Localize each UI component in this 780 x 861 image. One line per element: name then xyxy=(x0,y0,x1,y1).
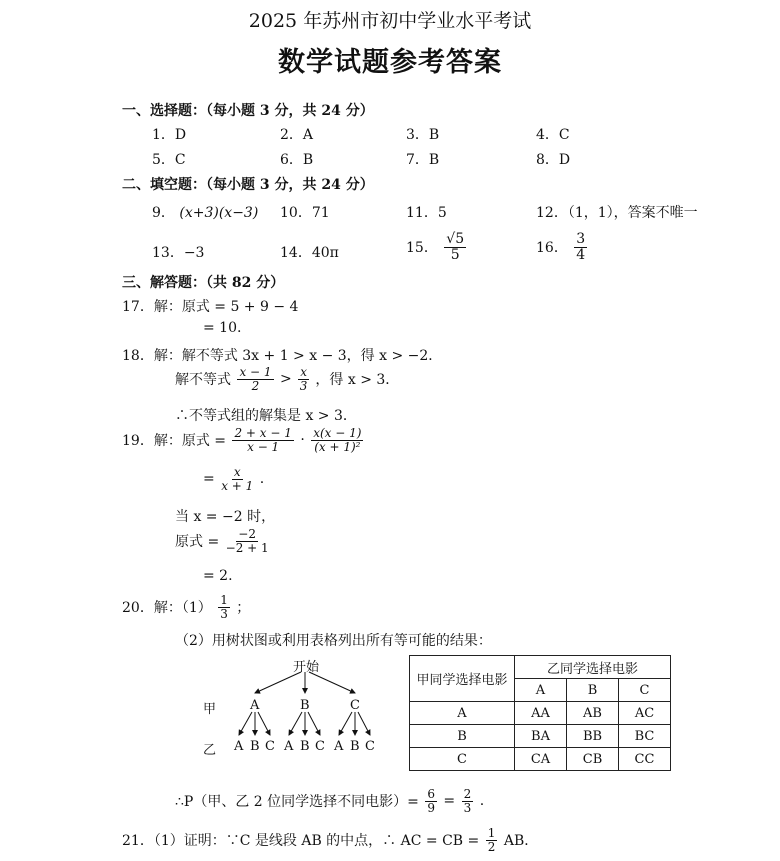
q21-fraction xyxy=(486,827,498,853)
fill-16 xyxy=(536,232,589,262)
fraction-numerator: x xyxy=(233,465,241,479)
fill-15-label: 15． xyxy=(406,240,438,257)
q20-fraction xyxy=(218,594,230,620)
answer-4: 4．C xyxy=(536,127,570,143)
table-corner-header: 甲同学选择电影 xyxy=(410,656,515,702)
q19-dot: · xyxy=(300,432,305,449)
q19-eq2: = xyxy=(203,471,215,488)
table-col-header: A xyxy=(515,679,567,702)
fill-16-fraction xyxy=(574,232,587,262)
fraction-numerator: x − 1 xyxy=(239,365,272,379)
fraction-denominator: 5 xyxy=(450,246,460,263)
table-row-label: A xyxy=(410,702,515,725)
q19-orig: 原式 = xyxy=(175,534,220,551)
q18-fraction-1 xyxy=(237,366,273,392)
q18-line1: 18．解：解不等式 3x + 1 > x − 3，得 x > −2． xyxy=(122,348,443,364)
answer-title: 数学试题参考答案 xyxy=(278,47,502,78)
tree-leaf: C xyxy=(315,739,325,754)
q19-line2 xyxy=(203,466,264,492)
q17-line1: 17．解：原式 = 5 + 9 − 4 xyxy=(122,299,299,315)
answer-8: 8．D xyxy=(536,152,571,168)
fraction-numerator: 2 + x − 1 xyxy=(234,426,292,440)
fill-13: 13．−3 xyxy=(152,245,205,261)
q19-line4 xyxy=(175,528,271,554)
fraction-denominator: (x + 1)² xyxy=(314,439,361,454)
q18-line2-pre: 解不等式 xyxy=(175,372,231,389)
tree-branches-level1 xyxy=(255,672,355,693)
fraction-denominator: 4 xyxy=(576,246,586,263)
exam-title: 2025 年苏州市初中学业水平考试 xyxy=(248,10,532,32)
q19-fraction-3 xyxy=(221,466,253,492)
table-cell: AA xyxy=(515,702,567,725)
table-cell: CC xyxy=(619,748,671,771)
fill-12: 12．（1，1），答案不唯一 xyxy=(536,205,698,221)
tree-leaf: A xyxy=(284,739,294,754)
q19-label: 19．解：原式 = xyxy=(122,433,226,450)
q19-line1 xyxy=(122,427,365,453)
fraction-numerator: −2 xyxy=(238,527,256,541)
fill-9-label: 9． xyxy=(152,205,175,221)
fill-15 xyxy=(406,232,468,262)
table-col-header: C xyxy=(619,679,671,702)
q20-prob-fraction-2 xyxy=(462,788,474,814)
q19-fraction-1 xyxy=(232,427,293,453)
fraction-numerator: 1 xyxy=(487,826,496,840)
table-col-header: B xyxy=(567,679,619,702)
q20-prob-post: . xyxy=(479,793,485,810)
q18-line2 xyxy=(175,366,399,392)
tree-leaf: C xyxy=(365,739,375,754)
table-row xyxy=(410,725,671,748)
table-cell: AC xyxy=(619,702,671,725)
tree-row2-label: 乙 xyxy=(203,743,217,758)
q20-probability xyxy=(175,788,484,814)
q19-result: = 2. xyxy=(203,568,233,584)
q21-pre: 21．（1）证明：∵C 是线段 AB 的中点，∴ AC = CB = xyxy=(122,833,480,850)
fill-11: 11．5 xyxy=(406,205,447,221)
table-cell: AB xyxy=(567,702,619,725)
fraction-denominator: x + 1 xyxy=(221,478,254,493)
outcome-table xyxy=(409,655,671,771)
q20-label: 20．解：（1） xyxy=(122,600,212,617)
tree-leaf: A xyxy=(334,739,344,754)
fraction-denominator: 9 xyxy=(427,800,435,815)
answer-7: 7．B xyxy=(406,152,440,168)
tree-root: 开始 xyxy=(293,660,320,675)
answer-5: 5．C xyxy=(152,152,186,168)
answer-2: 2．A xyxy=(280,127,314,143)
fraction-numerator: 3 xyxy=(576,231,586,247)
fill-16-label: 16． xyxy=(536,240,568,257)
q18-line3: ∴不等式组的解集是 x > 3． xyxy=(175,408,357,424)
tree-leaf: B xyxy=(250,739,260,754)
tree-leaf: B xyxy=(300,739,310,754)
q20-prob-pre: ∴P（甲、乙 2 位同学选择不同电影）= xyxy=(175,794,419,811)
fraction-numerator: x(x − 1) xyxy=(313,426,362,440)
table-row-label: B xyxy=(410,725,515,748)
q20-part2: （2）用树状图或利用表格列出所有等可能的结果： xyxy=(175,633,492,649)
table-row xyxy=(410,702,671,725)
q20-semicolon: ； xyxy=(236,600,251,617)
fraction-numerator: 6 xyxy=(427,787,435,801)
fraction-denominator: 3 xyxy=(463,800,472,815)
fraction-numerator: 1 xyxy=(220,593,228,607)
fraction-denominator: 2 xyxy=(487,839,496,854)
table-cell: CA xyxy=(515,748,567,771)
table-header-row xyxy=(410,656,671,679)
q19-when: 当 x = −2 时， xyxy=(175,509,276,525)
q21-line xyxy=(122,827,538,853)
q20-line1 xyxy=(122,594,250,620)
tree-node: A xyxy=(250,698,260,713)
q19-fraction-2 xyxy=(311,427,363,453)
table-cell: BB xyxy=(567,725,619,748)
answer-1: 1．D xyxy=(152,127,187,143)
table-row xyxy=(410,748,671,771)
q19-fraction-4 xyxy=(226,528,269,554)
tree-row1-label: 甲 xyxy=(203,702,217,717)
tree-branches-level2 xyxy=(239,712,370,735)
tree-leaf: B xyxy=(350,739,360,754)
table-cell: BA xyxy=(515,725,567,748)
tree-node: C xyxy=(350,698,360,713)
answer-3: 3．B xyxy=(406,127,440,143)
fill-15-fraction xyxy=(444,232,466,262)
q18-fraction-2 xyxy=(298,366,309,392)
tree-leaf: C xyxy=(265,739,275,754)
fill-9-answer: (x+3)(x−3) xyxy=(179,205,259,221)
q19-period: . xyxy=(259,471,265,488)
fraction-denominator: −2 + 1 xyxy=(225,540,269,555)
fraction-denominator: x − 1 xyxy=(247,439,280,454)
tree-leaf: A xyxy=(234,739,244,754)
fraction-numerator: 2 xyxy=(463,787,472,801)
tree-node: B xyxy=(300,698,310,713)
table-row-label: C xyxy=(410,748,515,771)
q17-line2: = 10. xyxy=(203,320,242,336)
table-cell: BC xyxy=(619,725,671,748)
section-3-heading: 三、解答题：（共 82 分） xyxy=(122,275,285,291)
fraction-denominator: 2 xyxy=(251,378,260,393)
fill-10: 10．71 xyxy=(280,205,330,221)
fill-9 xyxy=(152,202,258,222)
section-1-heading: 一、选择题：（每小题 3 分，共 24 分） xyxy=(122,103,374,119)
table-cell: CB xyxy=(567,748,619,771)
q18-gt: > xyxy=(280,371,292,388)
q21-post: AB． xyxy=(503,833,539,850)
section-2-heading: 二、填空题：（每小题 3 分，共 24 分） xyxy=(122,177,374,193)
q20-prob-fraction-1 xyxy=(425,788,437,814)
fill-14: 14．40π xyxy=(280,245,339,261)
q18-line2-post: ，得 x > 3． xyxy=(315,372,400,389)
fraction-denominator: 3 xyxy=(220,606,228,621)
fraction-denominator: 3 xyxy=(299,378,308,393)
q20-prob-eq: = xyxy=(443,793,456,810)
fraction-numerator: √5 xyxy=(446,231,465,247)
fraction-numerator: x xyxy=(300,365,307,379)
answer-6: 6．B xyxy=(280,152,314,168)
table-top-header: 乙同学选择电影 xyxy=(515,656,671,679)
